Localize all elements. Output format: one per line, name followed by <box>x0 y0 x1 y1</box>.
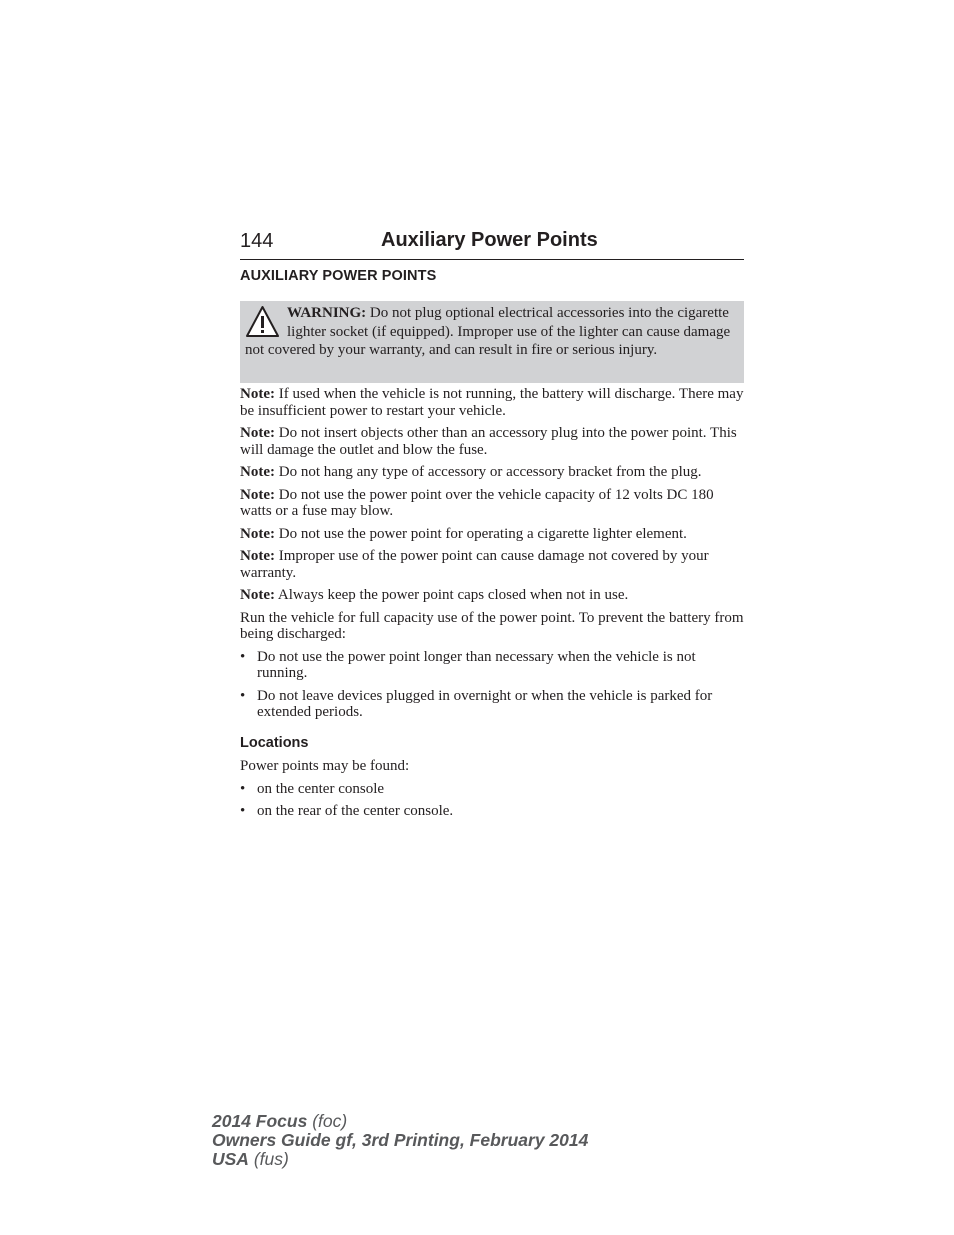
warning-triangle-icon <box>245 305 280 341</box>
list-item <box>240 649 744 682</box>
note-label: Note: <box>240 486 275 503</box>
note <box>240 464 744 481</box>
bullet-icon: • <box>240 687 246 704</box>
list-item-text: Do not leave devices plugged in overnight or when the vehicle is parked for extended periods. <box>257 687 713 720</box>
list-item <box>240 688 744 721</box>
locations-list <box>240 781 744 820</box>
note-label: Note: <box>240 425 275 441</box>
warning-text: Do not plug optional electrical accessories into the cigarette lighter socket (if equipped). Improper use of the lighter can cause damage not covered by your warranty, and can result in fire or serious injury. <box>245 305 731 358</box>
run-paragraph: Run the vehicle for full capacity use of the power point. To prevent the battery from being discharged: <box>240 609 744 642</box>
note-text: Do not hang any type of accessory or accessory bracket from the plug. <box>274 464 702 480</box>
note <box>240 425 744 458</box>
section-title: AUXILIARY POWER POINTS <box>240 268 437 284</box>
note <box>240 548 744 581</box>
footer-model: 2014 Focus <box>212 1111 308 1131</box>
note-label: Note: <box>240 386 275 402</box>
footer-line-market <box>212 1150 588 1169</box>
list-item-text: on the center console <box>257 780 385 797</box>
note-label: Note: <box>240 587 275 603</box>
note-label: Note: <box>240 548 275 564</box>
list-item-text: on the rear of the center console. <box>257 803 454 819</box>
page-footer <box>212 1112 588 1169</box>
locations-heading: Locations <box>240 734 309 751</box>
body-content <box>240 386 744 826</box>
note <box>240 587 744 604</box>
note <box>240 386 744 419</box>
bullet-icon: • <box>240 648 246 665</box>
note-label: Note: <box>240 464 275 480</box>
warning-box <box>240 301 744 383</box>
page-header <box>240 228 744 260</box>
page-number: 144 <box>240 230 274 252</box>
footer-market: USA <box>212 1149 249 1169</box>
note-text: Improper use of the power point can cause damage not covered by your warranty. <box>240 548 709 581</box>
run-bullet-list <box>240 649 744 721</box>
note-text: Do not insert objects other than an accessory plug into the power point. This will damage the outlet and blow the fuse. <box>240 425 737 458</box>
list-item <box>240 781 744 798</box>
bullet-icon: • <box>240 803 246 819</box>
page-title: Auxiliary Power Points <box>381 229 598 251</box>
footer-guide: Owners Guide gf, 3rd Printing, February 2014 <box>212 1130 589 1150</box>
note-text: If used when the vehicle is not running, the battery will discharge. There may be insufficient power to restart your vehicle. <box>240 386 744 419</box>
note-text: Always keep the power point caps closed when not in use. <box>274 587 629 603</box>
list-item <box>240 803 744 820</box>
note <box>240 487 744 520</box>
footer-line-model <box>212 1112 588 1131</box>
list-item-text: Do not use the power point longer than necessary when the vehicle is not running. <box>257 648 696 681</box>
warning-label: WARNING: <box>287 305 367 321</box>
note <box>240 526 744 543</box>
note-text: Do not use the power point over the vehicle capacity of 12 volts DC 180 watts or a fuse may blow. <box>240 486 714 519</box>
footer-market-code: (fus) <box>248 1149 289 1169</box>
note-label: Note: <box>240 525 275 542</box>
footer-line-guide <box>212 1131 588 1150</box>
locations-intro: Power points may be found: <box>240 758 410 774</box>
note-text: Do not use the power point for operating a cigarette lighter element. <box>274 525 687 542</box>
bullet-icon: • <box>240 780 246 797</box>
footer-model-code: (foc) <box>307 1111 348 1131</box>
